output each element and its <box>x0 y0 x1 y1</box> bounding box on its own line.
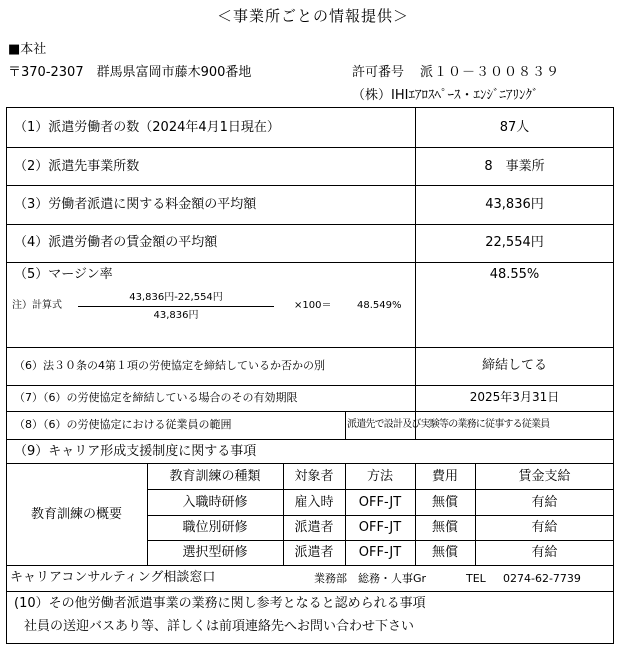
consulting-tel-label: TEL <box>466 572 486 585</box>
consulting-department: 業務部 総務・人事Gr <box>314 572 427 585</box>
row-4-value: 22,554円 <box>485 235 544 250</box>
permit-number: 派１０－３００８３９ <box>420 65 561 80</box>
training-row-3-method: OFF-JT <box>358 545 402 560</box>
row-7-value: 2025年3月31日 <box>469 390 560 404</box>
training-row-2-cost: 無償 <box>431 520 458 535</box>
consulting-label: キャリアコンサルティング相談窓口 <box>10 570 216 585</box>
row-6-label: （6）法３０条の4第１項の労使協定を締結しているか否かの別 <box>14 359 325 372</box>
formula-fraction-bar <box>78 306 274 307</box>
row-5-label: （5）マージン率 <box>14 267 113 282</box>
training-row-1-type: 入職時研修 <box>182 495 248 510</box>
row-3-label: （3）労働者派遣に関する料金額の平均額 <box>14 197 257 212</box>
training-header-cost: 費用 <box>431 469 458 484</box>
training-row-2-wage: 有給 <box>531 520 558 535</box>
row-7-label: （7）（6）の労使協定を締結している場合のその有効期限 <box>14 391 298 404</box>
page-title: ＜事業所ごとの情報提供＞ <box>216 7 409 25</box>
formula-numerator: 43,836円-22,554円 <box>129 292 223 303</box>
training-row-1-cost: 無償 <box>431 495 458 510</box>
row-9-label: （9）キャリア形成支援制度に関する事項 <box>14 444 257 459</box>
training-row-2-method: OFF-JT <box>358 520 402 535</box>
row-1-label: （1）派遣労働者の数（2024年4月1日現在） <box>14 120 280 135</box>
company-name: （株）IHIｴｱﾛｽﾍﾟｰｽ・ｴﾝｼﾞﾆｱﾘﾝｸﾞ <box>352 88 539 103</box>
formula-result: 48.549% <box>357 300 402 311</box>
training-row-3-type: 選択型研修 <box>182 545 248 560</box>
training-row-3-cost: 無償 <box>431 545 458 560</box>
row-3-value: 43,836円 <box>485 197 544 212</box>
training-row-1-method: OFF-JT <box>358 495 402 510</box>
row-4-label: （4）派遣労働者の賃金額の平均額 <box>14 235 218 250</box>
training-header-target: 対象者 <box>294 469 334 484</box>
office-label: ■本社 <box>8 42 47 57</box>
row-2-label: （2）派遣先事業所数 <box>14 159 140 174</box>
training-header-wage: 賃金支給 <box>518 469 571 484</box>
training-row-3-target: 派遣者 <box>294 545 334 560</box>
row-10-label: (10）その他労働者派遣事業の業務に関し参考となると認められる事項 <box>14 596 426 611</box>
row-8-label: （8）（6）の労使協定における従業員の範囲 <box>14 418 232 431</box>
row-1-value: 87人 <box>499 120 530 135</box>
formula-multiplier: ×100＝ <box>294 300 332 311</box>
training-row-2-type: 職位別研修 <box>182 520 248 535</box>
row-2-value: 8 事業所 <box>484 159 545 174</box>
permit-label: 許可番号 <box>352 65 405 80</box>
consulting-tel: 0274-62-7739 <box>503 572 581 585</box>
training-header-method: 方法 <box>366 469 393 484</box>
training-group-label: 教育訓練の概要 <box>30 507 122 522</box>
training-row-2-target: 派遣者 <box>294 520 334 535</box>
info-table <box>6 107 614 644</box>
row-8-value: 派遣先で設計及び実験等の業務に従事する従業員 <box>347 419 550 430</box>
row-6-value: 締結してる <box>481 358 547 373</box>
formula-denominator: 43,836円 <box>153 310 199 321</box>
formula-prefix: 注）計算式 <box>12 300 62 311</box>
training-row-1-target: 雇入時 <box>294 495 334 510</box>
row-10-note: 社員の送迎バスあり等、詳しくは前項連絡先へお問い合わせ下さい <box>24 619 415 634</box>
training-header-type: 教育訓練の種類 <box>169 469 261 484</box>
row-5-value: 48.55% <box>489 267 540 282</box>
office-address: 〒370-2307 群馬県富岡市藤木900番地 <box>8 65 252 80</box>
training-row-1-wage: 有給 <box>531 495 558 510</box>
training-row-3-wage: 有給 <box>531 545 558 560</box>
